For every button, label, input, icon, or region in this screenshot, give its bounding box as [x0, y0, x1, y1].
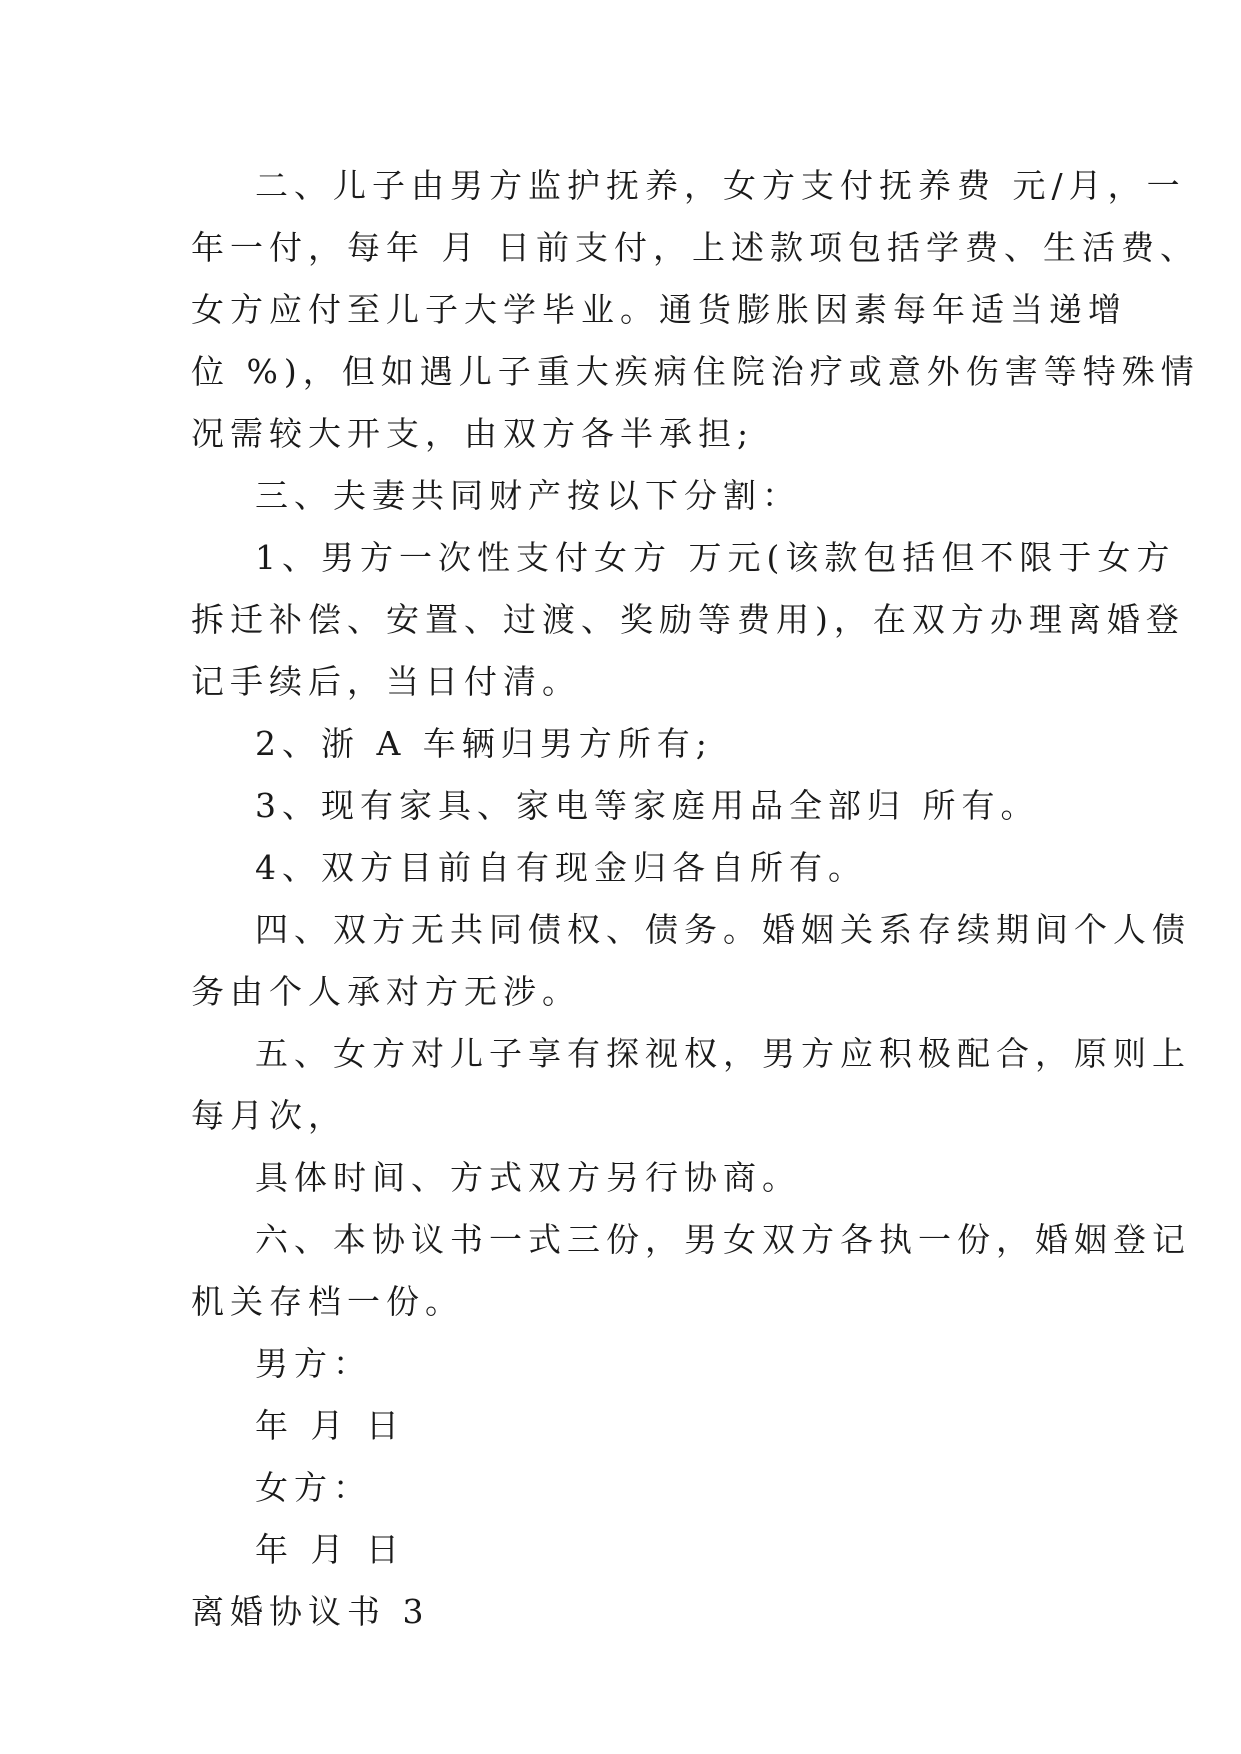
clause-3-item-1-line-2: 拆迁补偿、安置、过渡、奖励等费用)，在双方办理离婚登 [191, 600, 1185, 639]
next-section-title: 离婚协议书 3 [191, 1592, 430, 1631]
document-body [191, 155, 1200, 1643]
clause-2-line-5: 况需较大开支，由双方各半承担; [191, 414, 755, 453]
signature-male-date: 年 月 日 [255, 1406, 405, 1445]
clause-4-line-1: 四、双方无共同债权、债务。婚姻关系存续期间个人债 [255, 910, 1191, 949]
clause-3-heading: 三、夫妻共同财产按以下分割： [255, 476, 801, 515]
signature-female-date: 年 月 日 [255, 1530, 405, 1569]
signature-female-label: 女方： [255, 1468, 372, 1507]
clause-4-line-2: 务由个人承对方无涉。 [191, 972, 581, 1011]
clause-3-item-4: 4、双方目前自有现金归各自所有。 [255, 848, 867, 887]
clause-3-item-3: 3、现有家具、家电等家庭用品全部归 所有。 [255, 786, 1040, 825]
clause-2-line-3: 女方应付至儿子大学毕业。通货膨胀因素每年适当递增 [191, 290, 1127, 329]
signature-male-label: 男方： [255, 1344, 372, 1383]
clause-2-line-1: 二、儿子由男方监护抚养，女方支付抚养费 元/月，一 [255, 166, 1186, 205]
clause-5-line-3: 具体时间、方式双方另行协商。 [255, 1158, 801, 1197]
clause-6-line-1: 六、本协议书一式三份，男女双方各执一份，婚姻登记 [255, 1220, 1191, 1259]
clause-5-line-1: 五、女方对儿子享有探视权，男方应积极配合，原则上 [255, 1034, 1191, 1073]
clause-3-item-2: 2、浙 A 车辆归男方所有; [255, 724, 713, 763]
clause-3-item-1-line-1: 1、男方一次性支付女方 万元(该款包括但不限于女方 [255, 538, 1176, 577]
clause-6-line-2: 机关存档一份。 [191, 1282, 464, 1321]
clause-2-line-4: 位 %)，但如遇儿子重大疾病住院治疗或意外伤害等特殊情 [191, 352, 1200, 391]
clause-3-item-1-line-3: 记手续后，当日付清。 [191, 662, 581, 701]
clause-2-line-2: 年一付，每年 月 日前支付，上述款项包括学费、生活费、 [191, 228, 1199, 267]
clause-5-line-2: 每月次， [191, 1096, 347, 1135]
